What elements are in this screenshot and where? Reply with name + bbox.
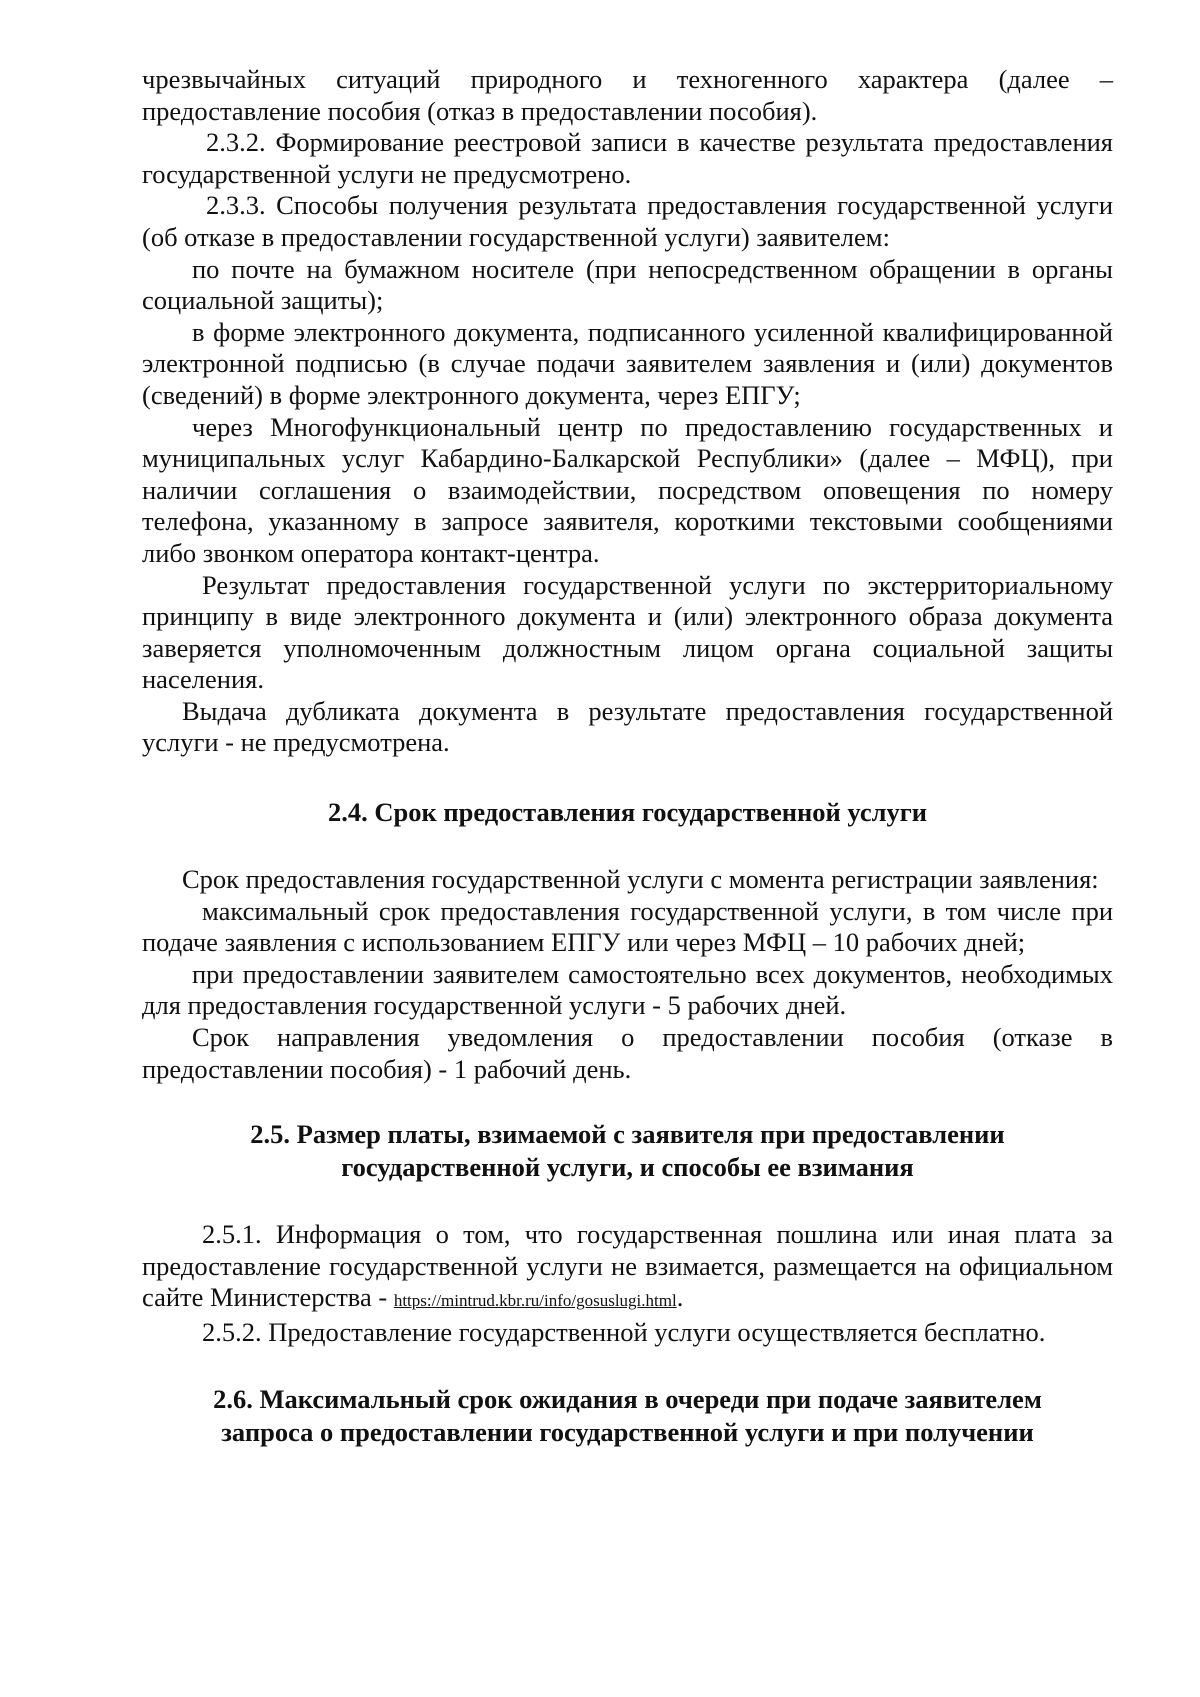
heading-2-6-line2: запроса о предоставлении государственной услуги и при получении	[221, 1416, 1034, 1447]
paragraph-2-5-1	[142, 1219, 1113, 1317]
paragraph-max-term: максимальный срок предоставления государственной услуги, в том числе при подаче заявления с использованием ЕПГУ или через МФЦ – 10 рабочих дней;	[142, 895, 1113, 958]
paragraph-self-submission: при предоставлении заявителем самостоятельно всех документов, необходимых для предоставления государственной услуги - 5 рабочих дней.	[142, 958, 1113, 1021]
paragraph-2-5-1-end: .	[676, 1282, 684, 1313]
paragraph-by-mail: по почте на бумажном носителе (при непосредственном обращении в органы социальной защиты);	[142, 253, 1113, 316]
paragraph-electronic-document: в форме электронного документа, подписанного усиленной квалифицированной электронной подписью (в случае подачи заявителем заявления и (или) документов (сведений) в форме электронного документа, через ЕПГУ;	[142, 316, 1113, 410]
ministry-website-link[interactable]: https://mintrud.kbr.ru/info/gosuslugi.html	[393, 1291, 677, 1311]
paragraph-notification-term: Срок направления уведомления о предоставлении пособия (отказе в предоставлении пособия) - 1 рабочий день.	[142, 1022, 1113, 1084]
paragraph-extraterritorial: Результат предоставления государственной услуги по экстерриториальному принципу в виде электронного документа и (или) электронного образа документа заверяется уполномоченным должностным лицом органа социальной защиты населения.	[142, 569, 1113, 695]
document-page	[142, 64, 1113, 1449]
heading-2-5-line1: 2.5. Размер платы, взимаемой с заявителя при предоставлении	[250, 1119, 1005, 1150]
paragraph-continuation: чрезвычайных ситуаций природного и техногенного характера (далее – предоставление пособия (отказ в предоставлении пособия).	[142, 64, 1113, 126]
heading-2-4: 2.4. Срок предоставления государственной услуги	[327, 797, 928, 828]
paragraph-2-3-3: 2.3.3. Способы получения результата предоставления государственной услуги (об отказе в предоставлении государственной услуги) заявителем:	[142, 190, 1113, 252]
heading-2-6-line1: 2.6. Максимальный срок ожидания в очереди при подаче заявителем	[213, 1383, 1042, 1414]
paragraph-duplicate: Выдача дубликата документа в результате предоставления государственной услуги - не предусмотрена.	[142, 695, 1113, 758]
paragraph-mfc: через Многофункциональный центр по предоставлению государственных и муниципальных услуг Кабардино-Балкарской Республики» (далее – МФЦ), при наличии соглашения о взаимодействии, посредством оповещения по номеру телефона, указанному в запросе заявителя, короткими текстовыми сообщениями либо звонком оператора контакт-центра.	[142, 411, 1113, 568]
heading-2-5-line2: государственной услуги, и способы ее взимания	[341, 1152, 914, 1183]
paragraph-term-intro: Срок предоставления государственной услуги с момента регистрации заявления:	[182, 864, 1099, 895]
paragraph-2-5-1-text: 2.5.1. Информация о том, что государственная пошлина или иная плата за предоставление государственной услуги не взимается, размещается на официальном сайте Министерства -	[142, 1219, 1113, 1313]
paragraph-2-5-2: 2.5.2. Предоставление государственной услуги осуществляется бесплатно.	[202, 1317, 1046, 1347]
paragraph-2-3-2: 2.3.2. Формирование реестровой записи в качестве результата предоставления государственной услуги не предусмотрено.	[142, 127, 1113, 189]
